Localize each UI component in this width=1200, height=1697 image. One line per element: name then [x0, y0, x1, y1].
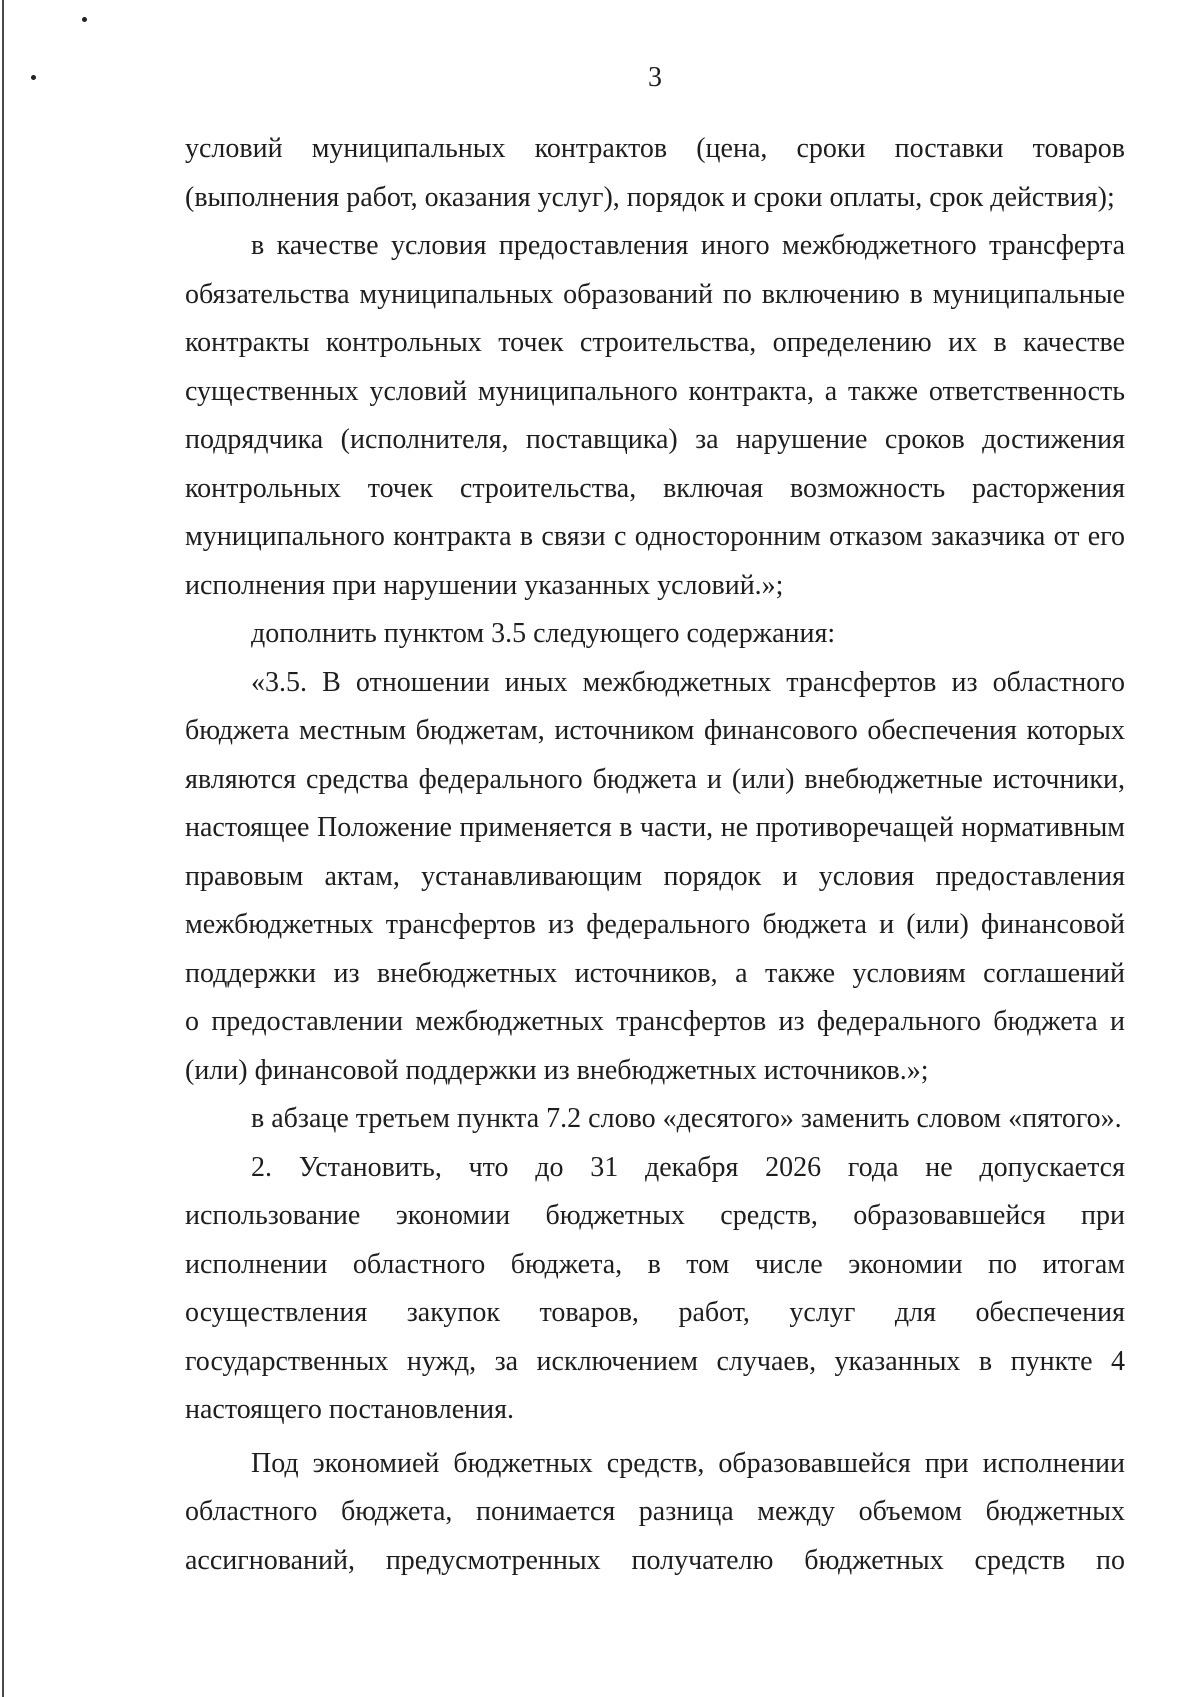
text-line: поддержки из внебюджетных источников, а также условиям соглашений: [185, 957, 1125, 989]
text-line: областного бюджета, понимается разница между объемом бюджетных: [185, 1496, 1125, 1527]
scan-speck: [82, 17, 87, 22]
text-line: контрольных точек строительства, включая возможность расторжения: [185, 472, 1125, 504]
text-line: межбюджетных трансфертов из федерального бюджета и (или) финансовой: [185, 909, 1125, 940]
text-line: исполнения при нарушении указанных условий.»;: [185, 569, 784, 601]
document-body: [185, 125, 1125, 1585]
text-line: (или) финансовой поддержки из внебюджетных источников.»;: [185, 1054, 929, 1086]
text-line: Под экономией бюджетных средств, образовавшейся при исполнении: [251, 1447, 1125, 1479]
text-line: обязательства муниципальных образований по включению в муниципальные: [185, 278, 1125, 310]
text-line: исполнении областного бюджета, в том числе экономии по итогам: [185, 1248, 1125, 1280]
text-line: использование экономии бюджетных средств, образовавшейся при: [185, 1200, 1125, 1231]
text-line: существенных условий муниципального контракта, а также ответственность: [185, 375, 1125, 407]
text-line: в абзаце третьем пункта 7.2 слово «десятого» заменить словом «пятого».: [251, 1103, 1122, 1134]
text-line: бюджета местным бюджетам, источником финансового обеспечения которых: [185, 715, 1125, 746]
text-line: государственных нужд, за исключением случаев, указанных в пункте 4: [185, 1345, 1125, 1377]
text-line: «3.5. В отношении иных межбюджетных трансфертов из областного: [251, 666, 1125, 698]
text-line: осуществления закупок товаров, работ, услуг для обеспечения: [185, 1297, 1125, 1328]
text-line: ассигнований, предусмотренных получателю бюджетных средств по: [185, 1544, 1125, 1576]
text-line: условий муниципальных контрактов (цена, сроки поставки товаров: [185, 133, 1125, 164]
text-line: контракты контрольных точек строительства, определению их в качестве: [185, 327, 1125, 358]
page-number: 3: [648, 62, 662, 93]
text-line: о предоставлении межбюджетных трансфертов из федерального бюджета и: [185, 1006, 1125, 1037]
text-line: муниципального контракта в связи с односторонним отказом заказчика от его: [185, 521, 1125, 552]
text-line: правовым актам, устанавливающим порядок и условия предоставления: [185, 860, 1125, 892]
text-line: настоящего постановления.: [185, 1394, 515, 1425]
page-left-edge: [2, 0, 4, 1697]
text-line: являются средства федерального бюджета и (или) внебюджетные источники,: [185, 763, 1125, 795]
text-line: подрядчика (исполнителя, поставщика) за нарушение сроков достижения: [185, 424, 1125, 455]
text-line: (выполнения работ, оказания услуг), порядок и сроки оплаты, срок действия);: [185, 181, 1115, 213]
text-line: настоящее Положение применяется в части, не противоречащей нормативным: [185, 812, 1125, 843]
text-line: 2. Установить, что до 31 декабря 2026 года не допускается: [251, 1151, 1125, 1183]
text-line: дополнить пунктом 3.5 следующего содержания:: [251, 618, 836, 649]
text-line: в качестве условия предоставления иного межбюджетного трансферта: [251, 230, 1125, 261]
